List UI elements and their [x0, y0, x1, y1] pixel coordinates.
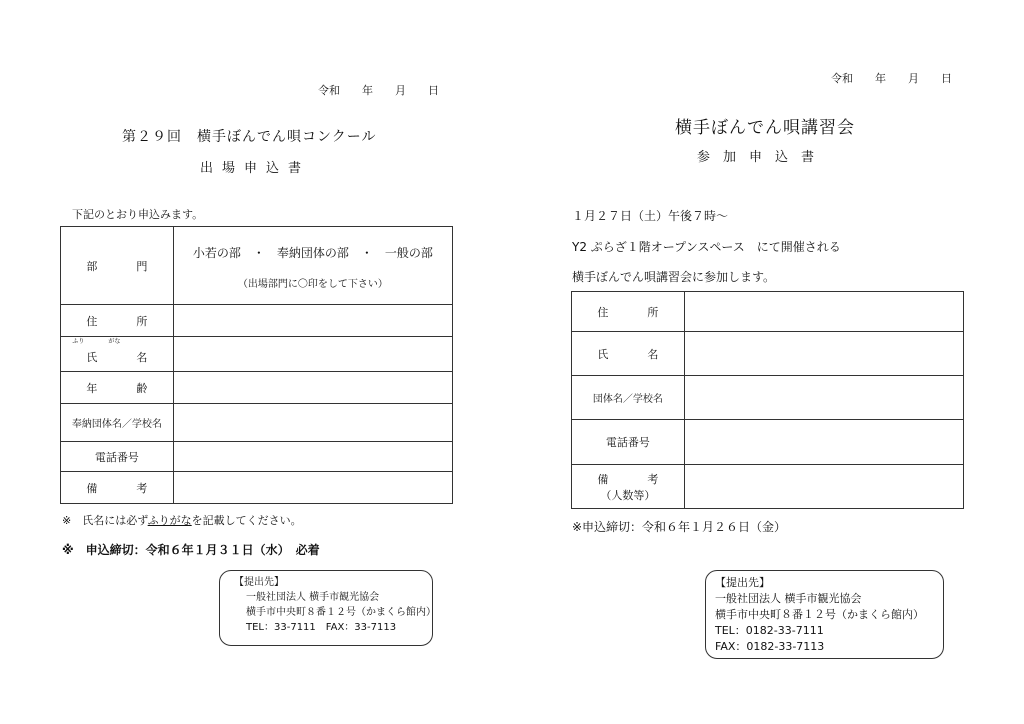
right-row-group [572, 376, 964, 420]
left-form-title: 第２９回 横手ぼんでん唄コンクール [122, 129, 377, 145]
left-age-label: 年 齢 [61, 372, 174, 404]
right-phone-label: 電話番号 [572, 420, 685, 465]
right-event-venue: Y2 ぷらざ１階オープンスペース にて開催される [572, 240, 841, 254]
right-submission-box [705, 570, 944, 659]
left-address-field[interactable] [173, 305, 452, 337]
left-row-phone [61, 442, 453, 472]
left-name-label-cell [61, 337, 174, 372]
left-phone-field[interactable] [173, 442, 452, 472]
right-notes-label: 備 考 [597, 472, 673, 486]
left-division-options: 小若の部 ・ 奉納団体の部 ・ 一般の部 [192, 245, 433, 260]
right-intro-text: 横手ぼんでん唄講習会に参加します。 [572, 270, 776, 284]
left-age-field[interactable] [173, 372, 452, 404]
left-row-group [61, 404, 453, 442]
left-row-name [61, 337, 453, 372]
left-name-label: 氏 名 [86, 351, 162, 364]
right-address-field[interactable] [684, 292, 963, 332]
left-address-label: 住 所 [61, 305, 174, 337]
left-furigana-note: ※ 氏名には必ずふりがなを記載してください。 [62, 514, 302, 527]
right-name-field[interactable] [684, 332, 963, 376]
right-application-table [571, 291, 964, 509]
left-group-label: 奉納団体名／学校名 [61, 404, 174, 442]
right-name-label: 氏 名 [572, 332, 685, 376]
left-division-note: （出場部門に〇印をして下さい） [237, 278, 388, 290]
right-notes-sub: （人数等） [600, 488, 656, 502]
left-row-division [61, 227, 453, 305]
left-phone-label: 電話番号 [61, 442, 174, 472]
left-row-age [61, 372, 453, 404]
left-name-ruby-1: ふり [72, 338, 85, 345]
left-notes-field[interactable] [173, 472, 452, 504]
right-event-date: １月２７日（土）午後７時～ [572, 209, 729, 223]
right-submit-fax: FAX：0182-33-7113 [715, 640, 825, 653]
right-row-notes [572, 465, 964, 509]
left-name-field[interactable] [173, 337, 452, 372]
left-form-subtitle: 出場申込書 [200, 161, 311, 176]
left-submit-org: 一般社団法人 横手市観光協会 [246, 592, 380, 603]
left-date-label: 令和 年 月 日 [318, 84, 439, 97]
right-phone-field[interactable] [684, 420, 963, 465]
right-submit-tel: TEL：0182-33-7111 [715, 624, 824, 637]
right-submit-address: 横手市中央町８番１２号（かまくら館内） [715, 608, 924, 621]
left-group-field[interactable] [173, 404, 452, 442]
right-address-label: 住 所 [572, 292, 685, 332]
left-intro-text: 下記のとおり申込みます。 [72, 208, 204, 221]
left-application-table [60, 226, 453, 504]
left-submit-contact: TEL：33-7111 FAX：33-7113 [246, 622, 397, 633]
right-row-phone [572, 420, 964, 465]
right-row-address [572, 292, 964, 332]
right-notes-label-cell [572, 465, 685, 509]
left-division-label: 部 門 [61, 227, 174, 305]
left-submit-heading: 【提出先】 [234, 577, 284, 588]
right-notes-field[interactable] [684, 465, 963, 509]
left-submit-address: 横手市中央町８番１２号（かまくら館内） [246, 607, 436, 618]
left-division-options-cell[interactable] [173, 227, 452, 305]
right-group-label: 団体名／学校名 [572, 376, 685, 420]
left-furigana-underlined: ふりがな [147, 514, 192, 527]
left-row-address [61, 305, 453, 337]
right-group-field[interactable] [684, 376, 963, 420]
left-name-ruby-2: がな [108, 338, 121, 345]
right-date-label: 令和 年 月 日 [831, 72, 952, 85]
right-submit-org: 一般社団法人 横手市観光協会 [715, 592, 862, 605]
right-row-name [572, 332, 964, 376]
right-submit-heading: 【提出先】 [715, 576, 770, 589]
right-form-title: 横手ぼんでん唄講習会 [675, 118, 855, 138]
left-row-notes [61, 472, 453, 504]
right-deadline: ※申込締切：令和６年１月２６日（金） [572, 520, 787, 534]
left-submission-box [219, 570, 436, 646]
left-deadline: ※ 申込締切：令和６年１月３１日（水） 必着 [62, 543, 320, 557]
left-notes-label: 備 考 [61, 472, 174, 504]
right-form-subtitle: 参加申込書 [697, 150, 828, 165]
